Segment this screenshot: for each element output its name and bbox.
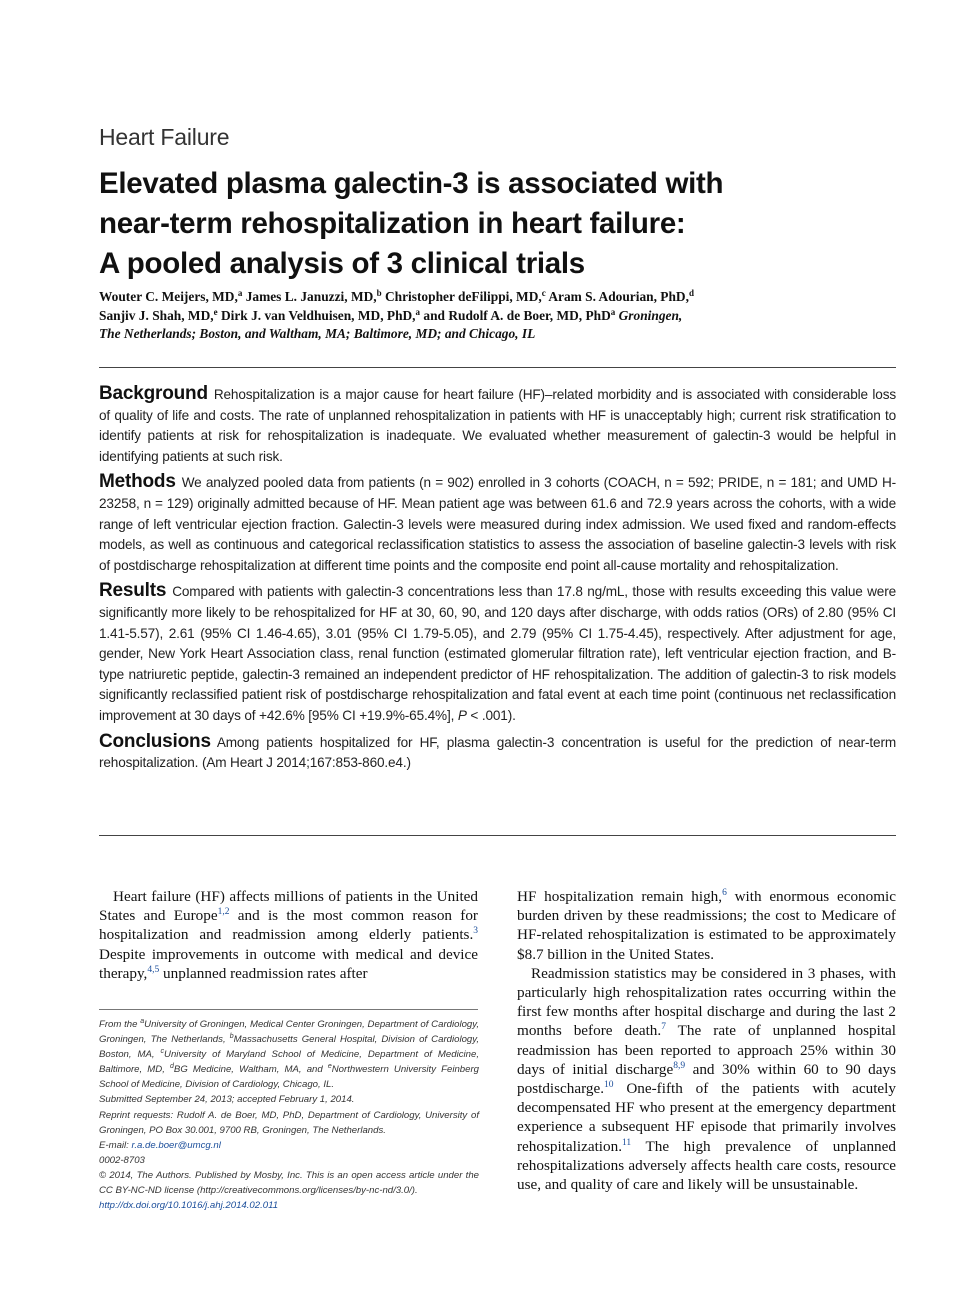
affiliation-marker: c (541, 288, 546, 298)
abstract-text: Among patients hospitalized for HF, plasma galectin-3 concentration is useful for the prediction of near-term rehospitalization. (Am Heart J 2014;167:853-860.e4.) (99, 734, 896, 771)
abstract-methods (99, 472, 896, 576)
author-name: and Rudolf A. de Boer, MD, PhD (423, 307, 611, 323)
author-name: Wouter C. Meijers, MD, (99, 289, 238, 304)
affiliation-marker: e (327, 1063, 332, 1071)
affiliation-marker: a (415, 306, 421, 317)
title-line: A pooled analysis of 3 clinical trials (99, 247, 585, 280)
body-text: unplanned readmission rates after (159, 964, 368, 982)
author-name: Dirk J. van Veldhuisen, MD, PhD, (220, 307, 416, 323)
affiliation-marker: b (376, 288, 382, 298)
footnotes (99, 1017, 479, 1213)
body-text: and is the most common reason for hospitalization and readmission among elderly patients. (99, 907, 478, 944)
submitted-date: Submitted September 24, 2013; accepted February 1, 2014. (99, 1094, 355, 1106)
title-line: Elevated plasma galectin-3 is associated with (99, 167, 724, 200)
copyright: © 2014, The Authors. Published by Mosby, Inc. This is an open access article under the CC BY-NC-ND license (http://creativecommons.org/licenses/by-nc-nd/3.0/). (99, 1169, 479, 1197)
abstract-heading: Results (99, 580, 167, 602)
body-text: Despite improvements in outcome with medical and device therapy, (99, 945, 478, 982)
email-line (99, 1138, 479, 1153)
body-text: with enormous economic burden driven by these readmissions; the cost to Medicare of HF-related rehospitalization is estimated to be approximately $8.7 billion in the United States. (517, 888, 896, 963)
abstract-heading: Conclusions (99, 730, 211, 752)
abstract-background (99, 384, 896, 467)
citation-link[interactable]: 1,2 (217, 907, 230, 918)
body-column-right (517, 887, 896, 1194)
abstract-results (99, 581, 896, 726)
p-value-symbol: P (457, 707, 467, 723)
body-text: Heart failure (HF) affects millions of patients in the United States and Europe (99, 888, 478, 925)
affiliation-marker: b (229, 1033, 234, 1041)
citation-link[interactable]: 6 (722, 888, 727, 898)
abstract (99, 384, 896, 779)
doi-link[interactable]: http://dx.doi.org/10.1016/j.ahj.2014.02.011 (99, 1200, 279, 1212)
author-locations: Groningen, (618, 307, 683, 323)
author-line (99, 307, 899, 326)
affiliation-marker: a (610, 306, 616, 317)
citation-link[interactable]: 7 (661, 1022, 666, 1033)
author-line (99, 288, 899, 307)
email-link[interactable]: r.a.de.boer@umcg.nl (131, 1139, 221, 1151)
author-line (99, 325, 899, 344)
abstract-conclusions (99, 732, 896, 774)
affiliation-marker: a (237, 288, 243, 298)
citation-link[interactable]: 11 (622, 1137, 632, 1148)
article-title (99, 164, 899, 284)
abstract-text: Compared with patients with galectin-3 concentrations less than 17.8 ng/mL, those with results exceeding this value were significantly more likely to be rehospitalized for HF at 30, 60, 90, and 120 days after discharge, with odds ratios (ORs) of 2.80 (95% CI 1.41-5.57), 2.61 (95% CI 1.46-4.65), 3.01 (95% CI 1.79-5.05), and 2.79 (95% CI 1.75-4.45), respectively. After adjustment for age, gender, New York Heart Association class, renal function (estimated glomerular filtration rate), left ventricular ejection fraction, and B-type natriuretic peptide, galectin-3 remained an independent predictor of HF rehospitalization. The addition of galectin-3 to risk models significantly reclassified patient risk of postdischarge rehospitalization and fatal event at each time point (continuous net reclassification improvement at 30 days of +42.6% [95% CI +19.9%-65.4%], (99, 584, 896, 723)
body-paragraph (517, 887, 896, 964)
affiliation-marker: e (213, 306, 218, 317)
abstract-text: < .001). (470, 707, 516, 723)
footnote-text: University of Maryland School of Medicine, Department of Medicine, Baltimore, MD, (99, 1049, 479, 1076)
author-list (99, 288, 899, 344)
citation-link[interactable]: 8,9 (673, 1060, 686, 1071)
affiliation-marker: d (688, 288, 694, 298)
citation-link[interactable]: 10 (604, 1080, 614, 1091)
section-label: Heart Failure (99, 124, 230, 150)
body-text: The high prevalence of unplanned rehospitalizations adversely affects health care costs, resource use, and quality of care and likely will be unsustainable. (517, 1137, 896, 1194)
author-locations: The Netherlands; Boston, and Waltham, MA; Baltimore, MD; and Chicago, IL (99, 326, 536, 341)
abstract-text: Rehospitalization is a major cause for heart failure (HF)–related morbidity and is associated with considerable loss of quality of life and costs. The rate of unplanned rehospitalization in patients with HF is unacceptably high; current risk stratification to identify patients at risk for rehospitalization is inadequate. We evaluated whether measurement of galectin-3 would be helpful in identifying patients at such risk. (99, 387, 896, 464)
reprint-requests: Reprint requests: Rudolf A. de Boer, MD, PhD, Department of Cardiology, University of Groningen, PO Box 30.001, 9700 RB, Groningen, The Netherlands. (99, 1109, 479, 1136)
citation-link[interactable]: 4,5 (147, 964, 160, 975)
footnote-rule (99, 1009, 478, 1010)
abstract-heading: Methods (99, 471, 176, 493)
journal-code: 0002-8703 (99, 1154, 145, 1166)
body-text: and 30% within 60 to 90 days postdischarge. (517, 1060, 897, 1098)
affiliation-marker: d (170, 1063, 174, 1071)
abstract-top-rule (99, 367, 896, 368)
title-line: near-term rehospitalization in heart failure: (99, 207, 686, 240)
body-text: The rate of unplanned hospital readmission has been reported to approach 25% within 30 days of initial discharge (517, 1022, 896, 1078)
body-column-left (99, 887, 478, 983)
body-paragraph (517, 964, 896, 1194)
abstract-bottom-rule (99, 835, 896, 836)
footnote-text: University of Groningen, Medical Center Groningen, Department of Cardiology, Groningen, The Netherlands, (99, 1019, 479, 1046)
footnote-text: Massachusetts General Hospital, Division of Cardiology, Boston, MA, (99, 1034, 479, 1061)
author-name: Aram S. Adourian, PhD, (548, 289, 689, 304)
affiliation-marker: a (140, 1018, 145, 1025)
body-text: HF hospitalization remain high, (517, 888, 723, 905)
affiliations-footnote (99, 1017, 479, 1092)
footnote-text: BG Medicine, Waltham, MA, and (173, 1064, 328, 1076)
footnote-text: Northwestern University Feinberg School of Medicine, Division of Cardiology, Chicago, IL. (99, 1064, 479, 1091)
author-name: Christopher deFilippi, MD, (384, 289, 542, 304)
citation-link[interactable]: 3 (473, 926, 478, 937)
affiliation-marker: c (160, 1048, 165, 1056)
body-paragraph (99, 887, 478, 983)
body-text: Readmission statistics may be considered in 3 phases, with particularly high rehospitalization rates occurring within the first few months after hospital discharge and during the last 2 months before death. (517, 964, 896, 1040)
email-label: E-mail: (99, 1139, 132, 1151)
abstract-heading: Background (99, 383, 208, 404)
author-name: James L. Januzzi, MD, (245, 289, 377, 304)
author-name: Sanjiv J. Shah, MD, (99, 307, 214, 323)
body-text: One-fifth of the patients with acutely decompensated HF who present at the emergency department experience a subsequent HF episode that primarily involves rehospitalization. (517, 1080, 896, 1155)
footnote-text: From the (99, 1019, 141, 1030)
abstract-text: We analyzed pooled data from patients (n = 902) enrolled in 3 cohorts (COACH, n = 592; PRIDE, n = 181; and UMD H-23258, n = 129) originally admitted because of HF. Mean patient age was between 61.6 and 72.9 years across the cohorts, with a wide range of left ventricular ejection fraction. Galectin-3 levels were measured during index admission. We used fixed and random-effects models, as well as continuous and categorical reclassification statistics to assess the association of baseline galectin-3 levels with risk of postdischarge rehospitalization at different time points and the composite end point all-cause mortality and rehospitalization. (99, 475, 896, 573)
